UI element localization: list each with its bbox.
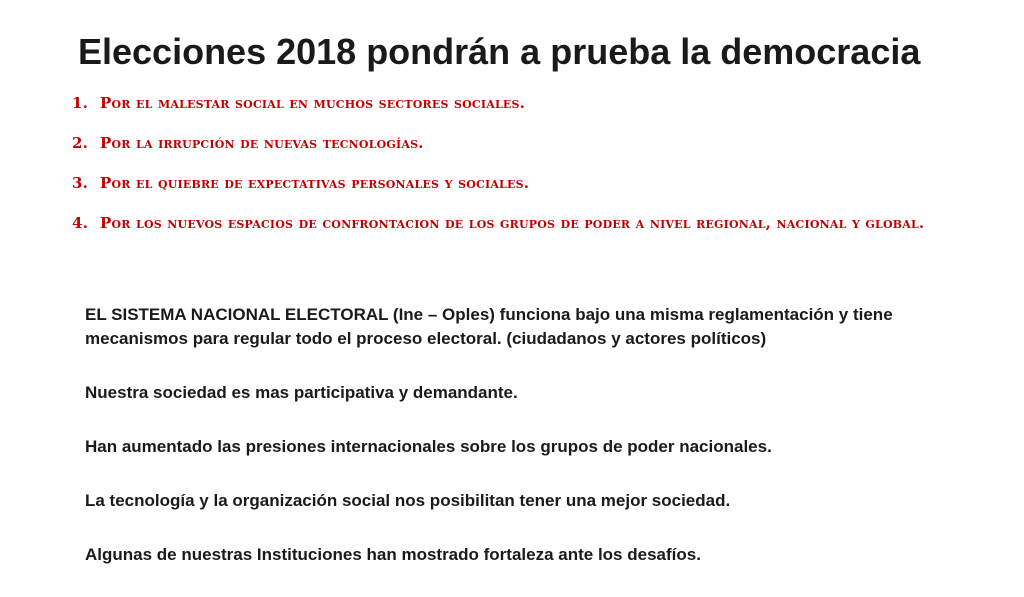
reason-text: Por el quiebre de expectativas personales y sociales. bbox=[100, 174, 530, 192]
reason-item bbox=[72, 172, 972, 194]
paragraph: Algunas de nuestras Instituciones han mostrado fortaleza ante los desafíos. bbox=[85, 545, 701, 564]
reason-number: 1. bbox=[72, 94, 89, 112]
reason-text: Por el malestar social en muchos sectores sociales. bbox=[100, 94, 526, 112]
paragraph: La tecnología y la organización social nos posibilitan tener una mejor sociedad. bbox=[85, 491, 731, 510]
reason-item bbox=[72, 132, 972, 154]
slide-title: Elecciones 2018 pondrán a prueba la democracia bbox=[78, 31, 921, 72]
reason-text: Por los nuevos espacios de confrontacion de los grupos de poder a nivel regional, nacional y global. bbox=[100, 214, 925, 232]
reason-number: 3. bbox=[72, 174, 89, 192]
reason-number: 2. bbox=[72, 134, 89, 152]
reason-item bbox=[72, 212, 972, 234]
reason-text: Por la irrupción de nuevas tecnologías. bbox=[100, 134, 424, 152]
reason-item bbox=[72, 92, 972, 114]
reason-number: 4. bbox=[72, 214, 89, 232]
paragraph: Nuestra sociedad es mas participativa y demandante. bbox=[85, 383, 518, 402]
paragraph: EL SISTEMA NACIONAL ELECTORAL (Ine – Oples) funciona bajo una misma reglamentación y tiene mecanismos para regular todo el proceso electoral. (ciudadanos y actores políticos) bbox=[85, 305, 893, 348]
reasons-list bbox=[72, 92, 972, 252]
body-text bbox=[85, 303, 965, 597]
paragraph: Han aumentado las presiones internacionales sobre los grupos de poder nacionales. bbox=[85, 437, 772, 456]
